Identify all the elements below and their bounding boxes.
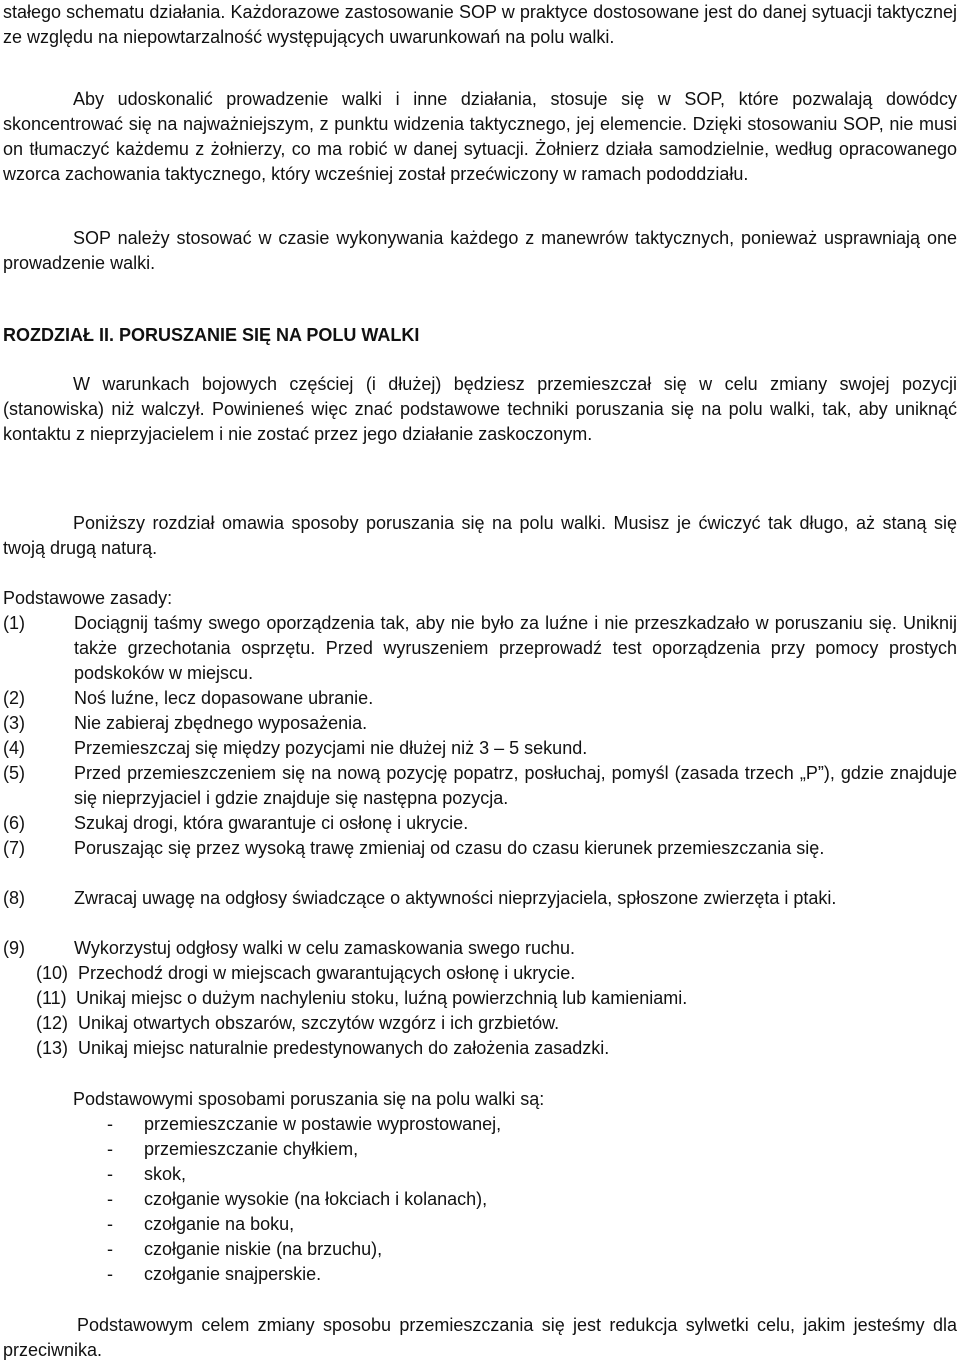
rule-number: (3) [3,713,25,733]
rule-text: Noś luźne, lecz dopasowane ubranie. [74,688,374,708]
rule-item [3,961,957,986]
rule-text: Unikaj otwartych obszarów, szczytów wzgórz i ich grzbietów. [78,1013,560,1033]
intro-paragraph-3: SOP należy stosować w czasie wykonywania każdego z manewrów taktycznych, ponieważ usprawniają one prowadzenie walki. [3,228,957,273]
rule-item [3,686,957,711]
rule-text: Nie zabieraj zbędnego wyposażenia. [74,713,368,733]
method-item [107,1262,321,1287]
rule-item [3,986,957,1011]
rule-number: (7) [3,838,25,858]
rule-number: (4) [3,738,25,758]
method-item [107,1162,186,1187]
method-text: czołganie snajperskie. [144,1264,322,1284]
rule-text: Unikaj miejsc naturalnie predestynowanych do założenia zasadzki. [78,1038,610,1058]
rule-text: Unikaj miejsc o dużym nachyleniu stoku, luźną powierzchnią lub kamieniami. [76,988,688,1008]
rule-number: (2) [3,688,25,708]
chapter-paragraph-1: W warunkach bojowych częściej (i dłużej) będziesz przemieszczał się w celu zmiany swojej pozycji (stanowiska) niż walczył. Powinieneś więc znać podstawowe techniki poruszania się na polu walki, tak, aby uniknąć kontaktu z nieprzyjacielem i nie zostać przez jego działanie zaskoczonym. [3,374,957,444]
rule-number: (13) [36,1038,69,1058]
rule-item [3,1036,957,1061]
rules-title: Podstawowe zasady: [3,588,173,608]
rule-number: (11) [36,988,67,1008]
rule-item [3,611,957,686]
rule-item [3,936,957,961]
rule-number: (12) [36,1013,69,1033]
rule-text: Zwracaj uwagę na odgłosy świadczące o aktywności nieprzyjaciela, spłoszone zwierzęta i ptaki. [74,888,837,908]
method-text: przemieszczanie w postawie wyprostowanej, [144,1114,502,1134]
rule-number: (9) [3,938,25,958]
method-item [107,1112,501,1137]
method-text: przemieszczanie chyłkiem, [144,1139,359,1159]
rule-number: (8) [3,888,25,908]
dash-bullet: - [107,1114,113,1134]
closing-paragraph: Podstawowym celem zmiany sposobu przemieszczania się jest redukcja sylwetki celu, jakim jesteśmy dla przeciwnika. [3,1315,957,1360]
rule-item [3,886,957,911]
rule-item [3,1011,957,1036]
rule-text: Przed przemieszczeniem się na nową pozycję popatrz, posłuchaj, pomyśl (zasada trzech „P”), gdzie znajduje się nieprzyjaciel i gdzie znajduje się następna pozycja. [74,763,957,808]
rule-number: (5) [3,763,25,783]
dash-bullet: - [107,1214,113,1234]
rule-item [3,811,957,836]
rule-item [3,761,957,811]
methods-intro: Podstawowymi sposobami poruszania się na polu walki są: [73,1089,545,1109]
rule-text: Szukaj drogi, która gwarantuje ci osłonę i ukrycie. [74,813,469,833]
dash-bullet: - [107,1139,113,1159]
rule-item [3,711,957,736]
rule-number: (10) [36,963,69,983]
rule-item [3,836,957,861]
intro-paragraph-2: Aby udoskonalić prowadzenie walki i inne działania, stosuje się w SOP, które pozwalają dowódcy skoncentrować się na najważniejszym, z punktu widzenia taktycznego, jej elemencie. Dzięki stosowaniu SOP, nie musi on tłumaczyć każdemu z żołnierzy, co ma robić w danej sytuacji. Żołnierz działa samodzielnie, według opracowanego wzorca zachowania taktycznego, który wcześniej został przećwiczony w ramach pododdziału. [3,89,957,184]
method-item [107,1187,487,1212]
method-item [107,1237,382,1262]
rule-text: Przemieszczaj się między pozycjami nie dłużej niż 3 – 5 sekund. [74,738,588,758]
intro-paragraph-1: stałego schematu działania. Każdorazowe zastosowanie SOP w praktyce dostosowane jest do danej sytuacji taktycznej ze względu na niepowtarzalność występujących uwarunkowań na polu walki. [3,2,957,47]
chapter-heading: ROZDZIAŁ II. PORUSZANIE SIĘ NA POLU WALKI [3,325,420,345]
dash-bullet: - [107,1189,113,1209]
rule-number: (6) [3,813,25,833]
method-item [107,1212,294,1237]
dash-bullet: - [107,1239,113,1259]
method-text: skok, [144,1164,187,1184]
rule-text: Wykorzystuj odgłosy walki w celu zamaskowania swego ruchu. [74,938,576,958]
chapter-paragraph-2: Poniższy rozdział omawia sposoby poruszania się na polu walki. Musisz je ćwiczyć tak długo, aż staną się twoją drugą naturą. [3,513,957,558]
rule-item [3,736,957,761]
method-text: czołganie wysokie (na łokciach i kolanach), [144,1189,488,1209]
dash-bullet: - [107,1264,113,1284]
rule-text: Przechodź drogi w miejscach gwarantujących osłonę i ukrycie. [78,963,576,983]
rule-text: Poruszając się przez wysoką trawę zmieniaj od czasu do czasu kierunek przemieszczania się. [74,838,825,858]
rule-text: Dociągnij taśmy swego oporządzenia tak, aby nie było za luźne i nie przeszkadzało w poruszaniu się. Uniknij także grzechotania osprzętu. Przed wyruszeniem przeprowadź test oporządzenia przy pomocy prostych podskoków w miejscu. [74,613,957,683]
rule-number: (1) [3,613,25,633]
method-text: czołganie na boku, [144,1214,295,1234]
dash-bullet: - [107,1164,113,1184]
method-text: czołganie niskie (na brzuchu), [144,1239,383,1259]
method-item [107,1137,358,1162]
